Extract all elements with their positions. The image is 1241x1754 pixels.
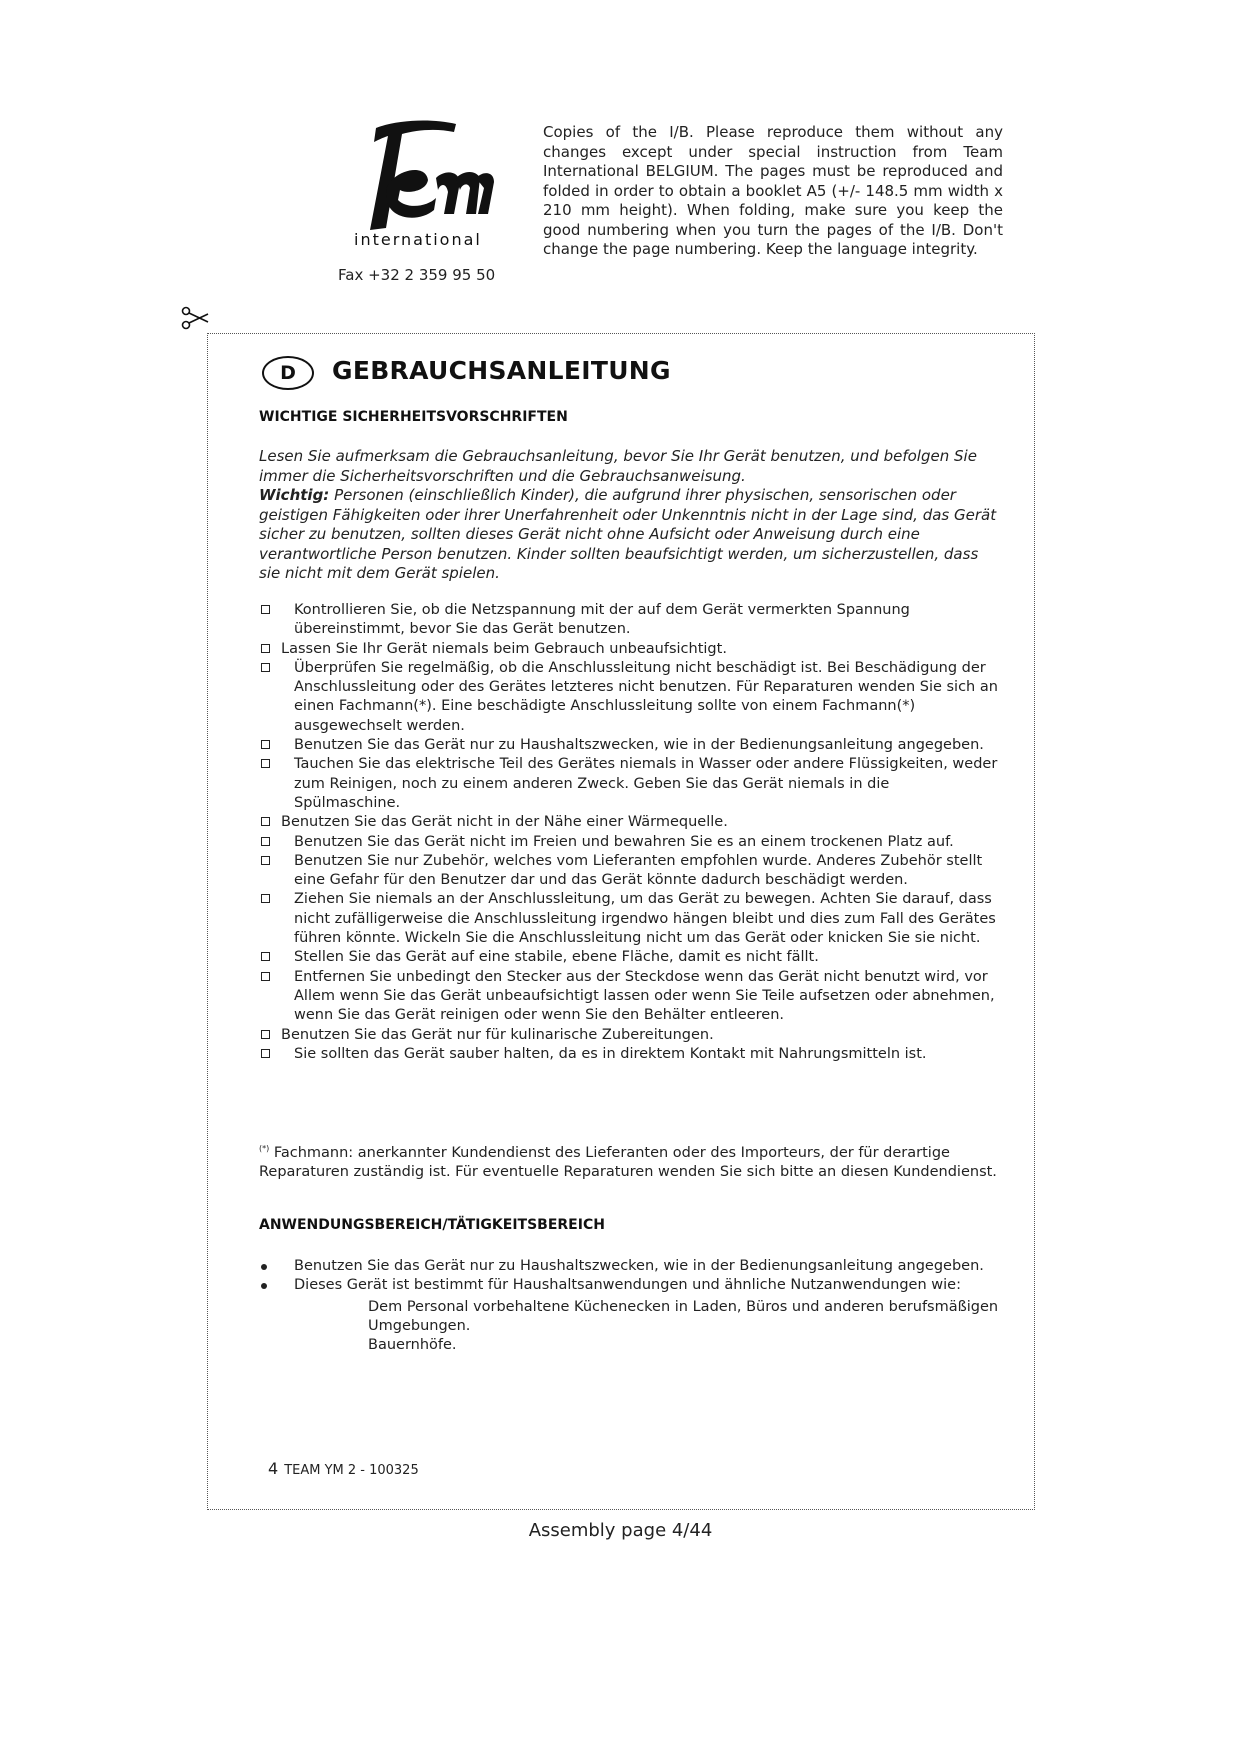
usage-heading: ANWENDUNGSBEREICH/TÄTIGKEITSBEREICH <box>259 1217 605 1233</box>
important-label: Wichtig: <box>259 486 330 504</box>
list-item: Benutzen Sie nur Zubehör, welches vom Lieferanten empfohlen wurde. Anderes Zubehör stellt eine Gefahr für den Benutzer dar und das Gerät könnte dadurch beschädigt werden. <box>259 852 999 891</box>
team-logo-mark <box>336 118 496 238</box>
checkbox-icon <box>261 605 270 614</box>
checkbox-icon <box>261 972 270 981</box>
checkbox-icon <box>261 740 270 749</box>
page-footer <box>268 1459 419 1478</box>
safety-list <box>259 601 999 1064</box>
checkbox-icon <box>261 759 270 768</box>
important-text: Personen (einschließlich Kinder), die aufgrund ihrer physischen, sensorischen oder geistigen Fähigkeiten oder ihrer Unerfahrenheit oder Unkenntnis nicht in der Lage sind, das Gerät sicher zu benutzen, sollten dieses Gerät nicht ohne Aufsicht oder Anweisung durch eine verantwortliche Person benutzen. Kinder sollten beaufsichtigt werden, um sicherzustellen, dass sie nicht mit dem Gerät spielen. <box>259 486 997 582</box>
important-paragraph <box>259 486 999 584</box>
list-item: Tauchen Sie das elektrische Teil des Gerätes niemals in Wasser oder andere Flüssigkeiten, weder zum Reinigen, noch zu einem anderen Zweck. Geben Sie das Gerät niemals in die Spülmaschine. <box>259 755 999 813</box>
list-item: Benutzen Sie das Gerät nur zu Haushaltszwecken, wie in der Bedienungsanleitung angegeben. <box>259 736 999 755</box>
scissors-icon <box>180 306 210 330</box>
fax-number: Fax +32 2 359 95 50 <box>338 266 496 284</box>
checkbox-icon <box>261 1030 270 1039</box>
usage-list <box>259 1257 999 1355</box>
footnote <box>259 1139 999 1183</box>
document-title: GEBRAUCHSANLEITUNG <box>332 356 671 385</box>
country-code-badge: D <box>262 356 314 390</box>
footnote-text: Fachmann: anerkannter Kundendienst des Lieferanten oder des Importeurs, der für derartige Reparaturen zuständig ist. Für eventuelle Reparaturen wenden Sie sich bitte an diesen Kundendienst. <box>259 1144 997 1181</box>
assembly-page-label: Assembly page 4/44 <box>528 1520 713 1541</box>
checkbox-icon <box>261 837 270 846</box>
checkbox-icon <box>261 856 270 865</box>
safety-intro <box>259 447 999 584</box>
usage-sub-item: Bauernhöfe. <box>368 1337 457 1354</box>
usage-sub-item: Dem Personal vorbehaltene Küchenecken in Laden, Büros und anderen berufsmäßigen Umgebungen. <box>368 1298 999 1334</box>
list-item: Kontrollieren Sie, ob die Netzspannung mit der auf dem Gerät vermerkten Spannung übereinstimmt, bevor Sie das Gerät benutzen. <box>259 601 999 640</box>
reproduction-note: Copies of the I/B. Please reproduce them without any changes except under special instruction from Team International BELGIUM. The pages must be reproduced and folded in order to obtain a booklet A5 (+/- 148.5 mm width x 210 mm height). When folding, make sure you keep the good numbering when you turn the pages of the I/B. Don't change the page numbering. Keep the language integrity. <box>543 123 1003 258</box>
list-item: Sie sollten das Gerät sauber halten, da es in direktem Kontakt mit Nahrungsmitteln ist. <box>259 1045 999 1064</box>
list-item: Lassen Sie Ihr Gerät niemals beim Gebrauch unbeaufsichtigt. <box>259 640 999 659</box>
model-code: TEAM YM 2 - 100325 <box>284 1463 419 1478</box>
list-item: Benutzen Sie das Gerät nicht in der Nähe einer Wärmequelle. <box>259 813 999 832</box>
list-item: Stellen Sie das Gerät auf eine stabile, ebene Fläche, damit es nicht fällt. <box>259 948 999 967</box>
team-logo <box>330 118 500 254</box>
list-item: Ziehen Sie niemals an der Anschlussleitung, um das Gerät zu bewegen. Achten Sie darauf, dass nicht zufälligerweise die Anschlussleitung irgendwo hängen bleibt und dies zum Fall des Gerätes führen könnte. Wickeln Sie die Anschlussleitung nicht um das Gerät oder knicken Sie sie nicht. <box>259 890 999 948</box>
list-item: Überprüfen Sie regelmäßig, ob die Anschlussleitung nicht beschädigt ist. Bei Beschädigung der Anschlussleitung oder des Gerätes letzteres nicht benutzen. Für Reparaturen wenden Sie sich an einen Fachmann(*). Eine beschädigte Anschlussleitung sollte von einem Fachmann(*) ausgewechselt werden. <box>259 659 999 736</box>
list-item: Benutzen Sie das Gerät nicht im Freien und bewahren Sie es an einem trockenen Platz auf. <box>259 833 999 852</box>
checkbox-icon <box>261 1049 270 1058</box>
list-item: Benutzen Sie das Gerät nur zu Haushaltszwecken, wie in der Bedienungsanleitung angegeben. <box>259 1257 999 1276</box>
checkbox-icon <box>261 644 270 653</box>
intro-paragraph: Lesen Sie aufmerksam die Gebrauchsanleitung, bevor Sie Ihr Gerät benutzen, und befolgen Sie immer die Sicherheitsvorschriften und die Gebrauchsanweisung. <box>259 447 977 485</box>
list-item: Dieses Gerät ist bestimmt für Haushaltsanwendungen und ähnliche Nutzanwendungen wie: <box>259 1276 999 1295</box>
team-logo-subtitle: international <box>354 230 482 249</box>
safety-heading: WICHTIGE SICHERHEITSVORSCHRIFTEN <box>259 409 568 425</box>
footnote-mark: (*) <box>259 1144 270 1153</box>
list-item: Benutzen Sie das Gerät nur für kulinarische Zubereitungen. <box>259 1026 999 1045</box>
checkbox-icon <box>261 894 270 903</box>
checkbox-icon <box>261 663 270 672</box>
checkbox-icon <box>261 952 270 961</box>
checkbox-icon <box>261 817 270 826</box>
page-number: 4 <box>268 1459 279 1478</box>
list-item: Entfernen Sie unbedingt den Stecker aus der Steckdose wenn das Gerät nicht benutzt wird, vor Allem wenn Sie das Gerät unbeaufsichtigt lassen oder wenn Sie Teile aufsetzen oder abnehmen, wenn Sie das Gerät reinigen oder wenn Sie den Behälter entleeren. <box>259 968 999 1026</box>
bullet-icon <box>261 1264 267 1270</box>
